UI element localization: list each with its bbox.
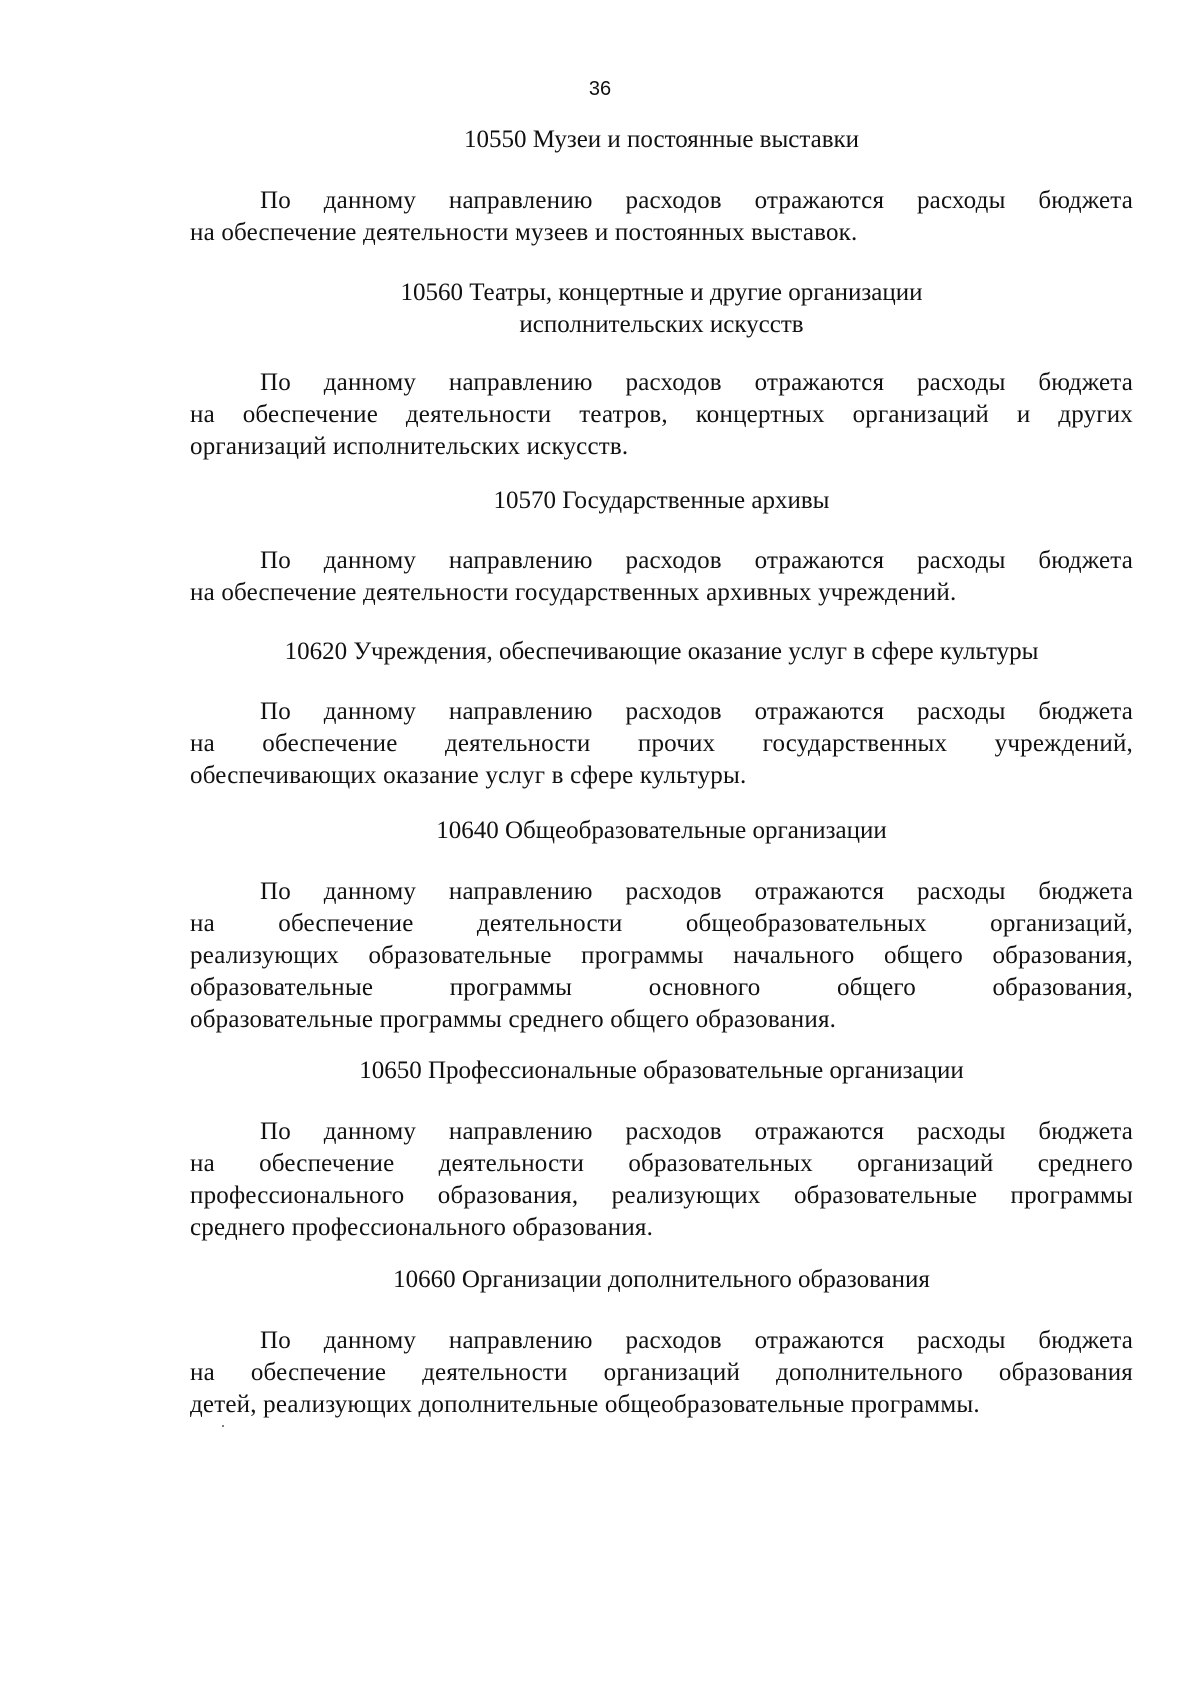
section-text-10660	[190, 1325, 1133, 1421]
scan-speck	[222, 1425, 224, 1427]
text-line: По данному направлению расходов отражаются расходы бюджета	[260, 369, 1133, 396]
section-text-10560	[190, 367, 1133, 463]
section-heading-10620	[190, 636, 1133, 668]
text-line: По данному направлению расходов отражаются расходы бюджета	[260, 547, 1133, 574]
heading-line: 10560 Театры, концертные и другие организации	[400, 279, 923, 306]
text-line: По данному направлению расходов отражаются расходы бюджета	[260, 698, 1133, 725]
section-text-10620	[190, 696, 1133, 792]
heading-line: 10550 Музеи и постоянные выставки	[463, 126, 860, 153]
page-number: 36	[588, 78, 612, 100]
text-line: реализующих образовательные программы начального общего образования,	[190, 942, 1133, 969]
section-heading-10660	[190, 1264, 1133, 1296]
text-line: детей, реализующих дополнительные общеобразовательные программы.	[190, 1391, 980, 1418]
text-line: По данному направлению расходов отражаются расходы бюджета	[260, 1327, 1133, 1354]
text-line: на обеспечение деятельности прочих государственных учреждений,	[190, 730, 1133, 757]
section-text-10570	[190, 545, 1133, 609]
heading-line: 10660 Организации дополнительного образования	[393, 1266, 930, 1293]
heading-line: 10640 Общеобразовательные организации	[436, 817, 887, 844]
section-heading-10560	[190, 277, 1133, 341]
section-text-10640	[190, 876, 1133, 1036]
text-line: образовательные программы основного общего образования,	[190, 974, 1133, 1001]
section-text-10550	[190, 185, 1133, 249]
text-line: По данному направлению расходов отражаются расходы бюджета	[260, 1118, 1133, 1145]
heading-line: 10620 Учреждения, обеспечивающие оказание услуг в сфере культуры	[284, 638, 1039, 665]
section-heading-10550	[190, 124, 1133, 156]
section-heading-10570	[190, 485, 1133, 517]
text-line: организаций исполнительских искусств.	[190, 433, 629, 460]
heading-line: 10570 Государственные архивы	[493, 487, 830, 514]
text-line: профессионального образования, реализующих образовательные программы	[190, 1182, 1133, 1209]
section-heading-10640	[190, 815, 1133, 847]
text-line: среднего профессионального образования.	[190, 1214, 654, 1241]
text-line: на обеспечение деятельности государственных архивных учреждений.	[190, 579, 957, 606]
heading-line: 10650 Профессиональные образовательные организации	[359, 1057, 964, 1084]
text-line: образовательные программы среднего общего образования.	[190, 1006, 837, 1033]
text-line: обеспечивающих оказание услуг в сфере культуры.	[190, 762, 747, 789]
text-line: на обеспечение деятельности образовательных организаций среднего	[190, 1150, 1133, 1177]
text-line: По данному направлению расходов отражаются расходы бюджета	[260, 878, 1133, 905]
section-heading-10650	[190, 1055, 1133, 1087]
text-line: на обеспечение деятельности организаций дополнительного образования	[190, 1359, 1133, 1386]
text-line: на обеспечение деятельности музеев и постоянных выставок.	[190, 219, 858, 246]
heading-line: исполнительских искусств	[519, 311, 804, 338]
text-line: на обеспечение деятельности театров, концертных организаций и других	[190, 401, 1133, 428]
section-text-10650	[190, 1116, 1133, 1244]
text-line: По данному направлению расходов отражаются расходы бюджета	[260, 187, 1133, 214]
text-line: на обеспечение деятельности общеобразовательных организаций,	[190, 910, 1133, 937]
